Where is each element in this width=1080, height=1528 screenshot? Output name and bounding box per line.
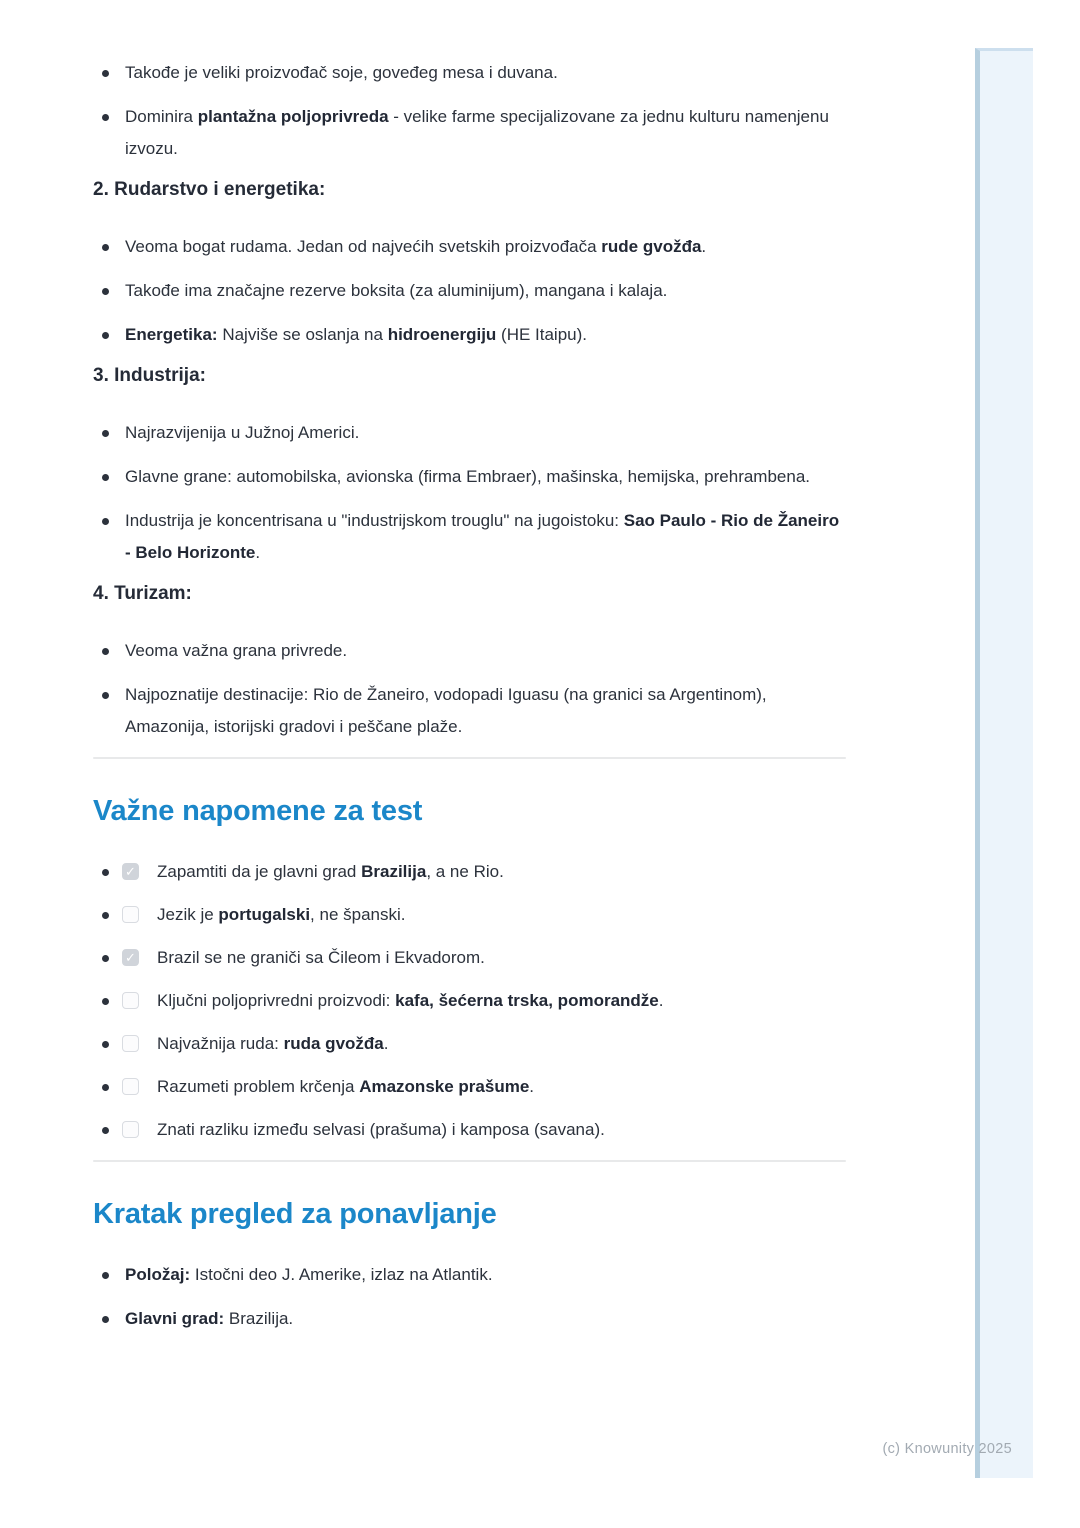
checklist-item bbox=[93, 1114, 846, 1146]
checklist-item-text: Razumeti problem krčenja Amazonske prašume. bbox=[157, 1077, 535, 1096]
industrija-bullet-list bbox=[93, 417, 846, 569]
checklist-item bbox=[93, 942, 846, 974]
checklist-item-text: Jezik je portugalski, ne španski. bbox=[157, 905, 406, 924]
checkbox[interactable] bbox=[122, 1078, 139, 1095]
content-column bbox=[93, 0, 846, 1347]
checklist-item-text: Znati razliku između selvasi (prašuma) i kamposa (savana). bbox=[157, 1120, 605, 1139]
checklist-item bbox=[93, 856, 846, 888]
checkbox[interactable] bbox=[122, 949, 139, 966]
checklist-item bbox=[93, 899, 846, 931]
checklist-item bbox=[93, 1028, 846, 1060]
list-item: Dominira plantažna poljoprivreda - velike farme specijalizovane za jednu kulturu namenjenu izvozu. bbox=[93, 101, 846, 165]
checkbox[interactable] bbox=[122, 1121, 139, 1138]
checklist-item bbox=[93, 1071, 846, 1103]
review-bullet-list bbox=[93, 1259, 846, 1335]
list-item: Veoma bogat rudama. Jedan od najvećih svetskih proizvođača rude gvožđa. bbox=[93, 231, 846, 263]
list-item: Glavne grane: automobilska, avionska (firma Embraer), mašinska, hemijska, prehrambena. bbox=[93, 461, 846, 493]
page-scroll-highlight-bar bbox=[975, 48, 1033, 1478]
intro-bullet-list bbox=[93, 57, 846, 165]
checkbox[interactable] bbox=[122, 863, 139, 880]
section-divider bbox=[93, 1160, 846, 1162]
list-item: Industrija je koncentrisana u "industrijskom trouglu" na jugoistoku: Sao Paulo - Rio de Žaneiro - Belo Horizonte. bbox=[93, 505, 846, 569]
copyright-watermark: (c) Knowunity 2025 bbox=[882, 1441, 1012, 1457]
notes-heading: Važne napomene za test bbox=[93, 795, 423, 827]
checklist-item-text: Ključni poljoprivredni proizvodi: kafa, šećerna trska, pomorandže. bbox=[157, 991, 664, 1010]
section-heading-turizam: 4. Turizam: bbox=[93, 583, 192, 604]
list-item: Glavni grad: Brazilija. bbox=[93, 1303, 846, 1335]
list-item: Takođe ima značajne rezerve boksita (za aluminijum), mangana i kalaja. bbox=[93, 275, 846, 307]
review-heading: Kratak pregled za ponavljanje bbox=[93, 1198, 497, 1230]
section-divider bbox=[93, 757, 846, 759]
test-notes-checklist bbox=[93, 856, 846, 1146]
turizam-bullet-list bbox=[93, 635, 846, 743]
checkbox[interactable] bbox=[122, 992, 139, 1009]
checkbox[interactable] bbox=[122, 906, 139, 923]
list-item: Energetika: Najviše se oslanja na hidroenergiju (HE Itaipu). bbox=[93, 319, 846, 351]
list-item: Najrazvijenija u Južnoj Americi. bbox=[93, 417, 846, 449]
section-heading-industrija: 3. Industrija: bbox=[93, 365, 206, 386]
rudarstvo-bullet-list bbox=[93, 231, 846, 351]
checklist-item-text: Brazil se ne graniči sa Čileom i Ekvadorom. bbox=[157, 948, 485, 967]
list-item: Takođe je veliki proizvođač soje, goveđeg mesa i duvana. bbox=[93, 57, 846, 89]
checklist-item bbox=[93, 985, 846, 1017]
section-heading-rudarstvo: 2. Rudarstvo i energetika: bbox=[93, 179, 326, 200]
checklist-item-text: Zapamtiti da je glavni grad Brazilija, a ne Rio. bbox=[157, 862, 504, 881]
checklist-item-text: Najvažnija ruda: ruda gvožđa. bbox=[157, 1034, 389, 1053]
list-item: Položaj: Istočni deo J. Amerike, izlaz na Atlantik. bbox=[93, 1259, 846, 1291]
list-item: Najpoznatije destinacije: Rio de Žaneiro, vodopadi Iguasu (na granici sa Argentinom), Amazonija, istorijski gradovi i peščane plaže. bbox=[93, 679, 846, 743]
checkbox[interactable] bbox=[122, 1035, 139, 1052]
list-item: Veoma važna grana privrede. bbox=[93, 635, 846, 667]
